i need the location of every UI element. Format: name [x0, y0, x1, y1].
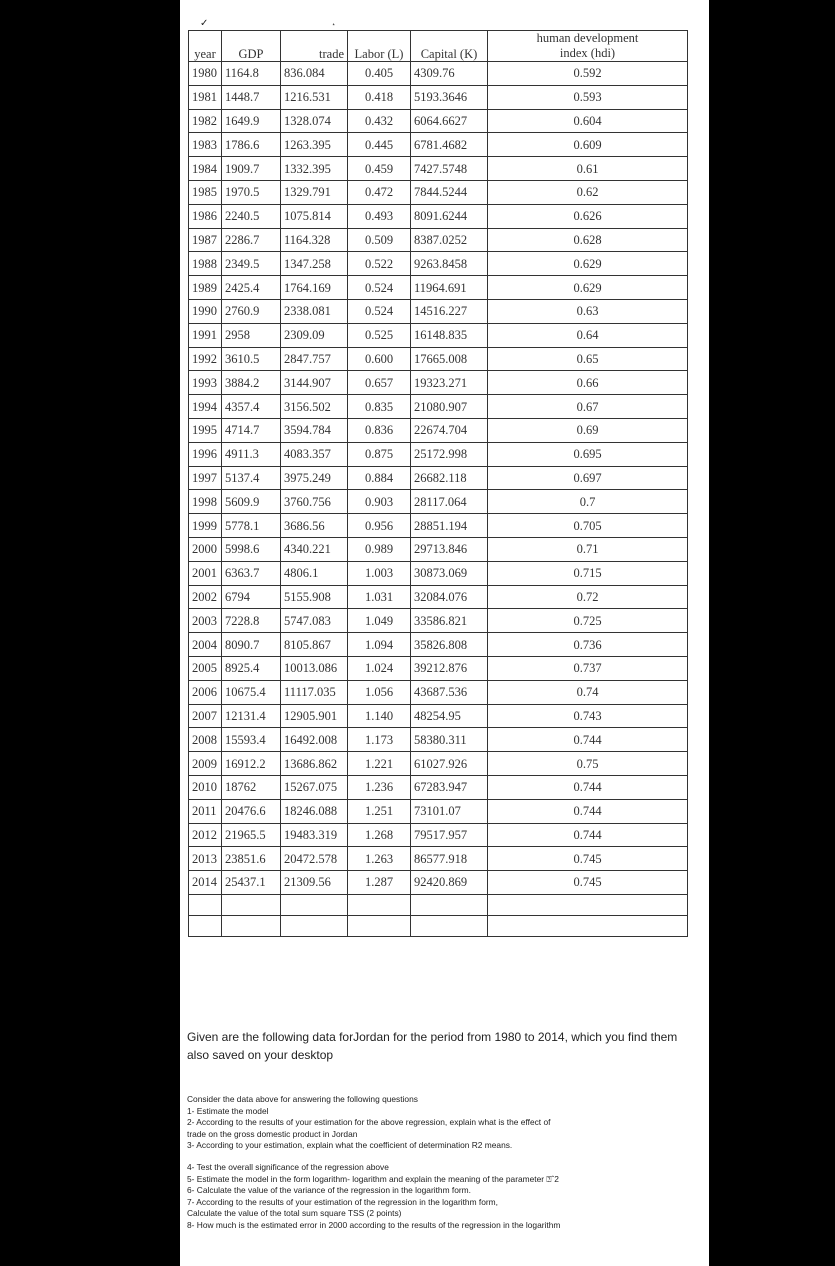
- table-row: [189, 585, 688, 609]
- cell-gdp: 16912.2: [222, 752, 281, 776]
- cell-hdi: 0.628: [488, 228, 688, 252]
- cell-year: 1981: [189, 85, 222, 109]
- cell-gdp: 2760.9: [222, 299, 281, 323]
- cell-year: 2014: [189, 871, 222, 895]
- cell-labor: 1.140: [348, 704, 411, 728]
- question-7b: Calculate the value of the total sum square TSS (2 points): [187, 1208, 402, 1219]
- table-row: [189, 299, 688, 323]
- cell-hdi: 0.74: [488, 680, 688, 704]
- table-row: [189, 347, 688, 371]
- cell-labor: 1.236: [348, 775, 411, 799]
- cell-gdp: 1786.6: [222, 133, 281, 157]
- cell-trade: 5747.083: [281, 609, 348, 633]
- empty-cell: [348, 915, 411, 936]
- cell-labor: 1.056: [348, 680, 411, 704]
- cell-capital: 28851.194: [411, 514, 488, 538]
- cell-capital: 16148.835: [411, 323, 488, 347]
- cell-year: 1987: [189, 228, 222, 252]
- cell-hdi: 0.629: [488, 252, 688, 276]
- cell-capital: 14516.227: [411, 299, 488, 323]
- cell-gdp: 4911.3: [222, 442, 281, 466]
- question-1: 1- Estimate the model: [187, 1105, 269, 1116]
- cell-hdi: 0.75: [488, 752, 688, 776]
- cell-hdi: 0.61: [488, 157, 688, 181]
- cell-year: 1995: [189, 418, 222, 442]
- cell-labor: 0.525: [348, 323, 411, 347]
- empty-cell: [411, 915, 488, 936]
- cell-gdp: 6363.7: [222, 561, 281, 585]
- empty-cell: [488, 915, 688, 936]
- cell-labor: 0.835: [348, 395, 411, 419]
- cell-year: 1989: [189, 276, 222, 300]
- cell-hdi: 0.725: [488, 609, 688, 633]
- cell-gdp: 23851.6: [222, 847, 281, 871]
- table-row: [189, 871, 688, 895]
- cell-capital: 8091.6244: [411, 204, 488, 228]
- cell-trade: 1075.814: [281, 204, 348, 228]
- cell-capital: 39212.876: [411, 656, 488, 680]
- cell-gdp: 5998.6: [222, 537, 281, 561]
- cell-capital: 7844.5244: [411, 180, 488, 204]
- given-text: Given are the following data forJordan for the period from 1980 to 2014, which you find them also saved on your desktop: [187, 1030, 678, 1062]
- cell-capital: 28117.064: [411, 490, 488, 514]
- table-header-row: [189, 31, 688, 62]
- table-row: [189, 775, 688, 799]
- cell-capital: 6064.6627: [411, 109, 488, 133]
- cell-year: 2009: [189, 752, 222, 776]
- cell-year: 1997: [189, 466, 222, 490]
- cell-labor: 1.173: [348, 728, 411, 752]
- cell-hdi: 0.72: [488, 585, 688, 609]
- cell-hdi: 0.695: [488, 442, 688, 466]
- cell-labor: 0.418: [348, 85, 411, 109]
- cell-gdp: 6794: [222, 585, 281, 609]
- cell-labor: 1.268: [348, 823, 411, 847]
- table-row: [189, 466, 688, 490]
- cell-capital: 61027.926: [411, 752, 488, 776]
- cell-hdi: 0.626: [488, 204, 688, 228]
- cell-trade: 2309.09: [281, 323, 348, 347]
- cell-trade: 4806.1: [281, 561, 348, 585]
- cell-gdp: 1649.9: [222, 109, 281, 133]
- cell-capital: 11964.691: [411, 276, 488, 300]
- header-year: year: [189, 31, 222, 62]
- cell-trade: 1332.395: [281, 157, 348, 181]
- cell-hdi: 0.743: [488, 704, 688, 728]
- cell-labor: 1.251: [348, 799, 411, 823]
- cell-year: 2003: [189, 609, 222, 633]
- empty-cell: [488, 894, 688, 915]
- cell-labor: 0.524: [348, 299, 411, 323]
- cell-labor: 1.094: [348, 633, 411, 657]
- cell-trade: 1347.258: [281, 252, 348, 276]
- cell-hdi: 0.64: [488, 323, 688, 347]
- cell-capital: 5193.3646: [411, 85, 488, 109]
- empty-cell: [222, 894, 281, 915]
- cell-labor: 0.657: [348, 371, 411, 395]
- cell-trade: 2338.081: [281, 299, 348, 323]
- cell-capital: 7427.5748: [411, 157, 488, 181]
- cell-gdp: 15593.4: [222, 728, 281, 752]
- cell-trade: 18246.088: [281, 799, 348, 823]
- table-row: [189, 847, 688, 871]
- cell-trade: 12905.901: [281, 704, 348, 728]
- table-row: [189, 252, 688, 276]
- cell-hdi: 0.66: [488, 371, 688, 395]
- cell-capital: 4309.76: [411, 62, 488, 86]
- cell-hdi: 0.744: [488, 823, 688, 847]
- cell-capital: 17665.008: [411, 347, 488, 371]
- cell-year: 2012: [189, 823, 222, 847]
- empty-cell: [281, 915, 348, 936]
- jordan-data-table: [188, 30, 688, 937]
- cell-year: 1991: [189, 323, 222, 347]
- cell-labor: 0.836: [348, 418, 411, 442]
- cell-capital: 8387.0252: [411, 228, 488, 252]
- cell-capital: 92420.869: [411, 871, 488, 895]
- cell-hdi: 0.744: [488, 728, 688, 752]
- table-row: [189, 728, 688, 752]
- cell-trade: 20472.578: [281, 847, 348, 871]
- cell-capital: 6781.4682: [411, 133, 488, 157]
- cell-year: 2002: [189, 585, 222, 609]
- cell-capital: 48254.95: [411, 704, 488, 728]
- header-capital: Capital (K): [411, 31, 488, 62]
- cell-gdp: 4714.7: [222, 418, 281, 442]
- table-row: [189, 561, 688, 585]
- cell-labor: 1.287: [348, 871, 411, 895]
- cell-gdp: 8090.7: [222, 633, 281, 657]
- cell-trade: 2847.757: [281, 347, 348, 371]
- cell-trade: 1329.791: [281, 180, 348, 204]
- cell-gdp: 7228.8: [222, 609, 281, 633]
- cell-year: 1996: [189, 442, 222, 466]
- table-row: [189, 418, 688, 442]
- table-row: [189, 799, 688, 823]
- cell-capital: 9263.8458: [411, 252, 488, 276]
- cell-labor: 1.003: [348, 561, 411, 585]
- cell-year: 2004: [189, 633, 222, 657]
- cell-capital: 32084.076: [411, 585, 488, 609]
- cell-labor: 0.405: [348, 62, 411, 86]
- cell-gdp: 4357.4: [222, 395, 281, 419]
- cell-gdp: 8925.4: [222, 656, 281, 680]
- cell-gdp: 10675.4: [222, 680, 281, 704]
- cell-capital: 19323.271: [411, 371, 488, 395]
- cell-gdp: 1164.8: [222, 62, 281, 86]
- cell-gdp: 5609.9: [222, 490, 281, 514]
- empty-cell: [189, 915, 222, 936]
- cell-labor: 0.524: [348, 276, 411, 300]
- cell-trade: 5155.908: [281, 585, 348, 609]
- table-row: [189, 704, 688, 728]
- header-hdi-line1: human development: [536, 31, 639, 45]
- cell-labor: 0.472: [348, 180, 411, 204]
- empty-cell: [348, 894, 411, 915]
- table-row: [189, 276, 688, 300]
- cell-hdi: 0.69: [488, 418, 688, 442]
- cell-trade: 836.084: [281, 62, 348, 86]
- cell-labor: 1.031: [348, 585, 411, 609]
- cell-year: 2008: [189, 728, 222, 752]
- header-gdp: GDP: [222, 31, 281, 62]
- table-row: [189, 656, 688, 680]
- cell-trade: 3686.56: [281, 514, 348, 538]
- cell-year: 2013: [189, 847, 222, 871]
- cell-labor: 1.263: [348, 847, 411, 871]
- cell-trade: 1764.169: [281, 276, 348, 300]
- cell-year: 1990: [189, 299, 222, 323]
- cell-capital: 35826.808: [411, 633, 488, 657]
- question-6: 6- Calculate the value of the variance of the regression in the logarithm form.: [187, 1185, 471, 1196]
- cell-year: 2000: [189, 537, 222, 561]
- header-hdi-line2: index (hdi): [559, 46, 616, 60]
- cell-hdi: 0.715: [488, 561, 688, 585]
- cell-year: 2005: [189, 656, 222, 680]
- cell-gdp: 21965.5: [222, 823, 281, 847]
- cell-gdp: 3884.2: [222, 371, 281, 395]
- cell-capital: 58380.311: [411, 728, 488, 752]
- table-row: [189, 157, 688, 181]
- cell-capital: 22674.704: [411, 418, 488, 442]
- cell-capital: 30873.069: [411, 561, 488, 585]
- cell-gdp: 5778.1: [222, 514, 281, 538]
- cell-year: 1985: [189, 180, 222, 204]
- table-row: [189, 633, 688, 657]
- cell-hdi: 0.744: [488, 775, 688, 799]
- cell-labor: 0.884: [348, 466, 411, 490]
- cell-gdp: 5137.4: [222, 466, 281, 490]
- table-body: [189, 62, 688, 937]
- empty-cell: [281, 894, 348, 915]
- cell-trade: 11117.035: [281, 680, 348, 704]
- cell-labor: 0.522: [348, 252, 411, 276]
- cell-trade: 1328.074: [281, 109, 348, 133]
- cell-hdi: 0.629: [488, 276, 688, 300]
- cell-trade: 1164.328: [281, 228, 348, 252]
- table-row: [189, 514, 688, 538]
- cell-hdi: 0.737: [488, 656, 688, 680]
- cell-gdp: 25437.1: [222, 871, 281, 895]
- cell-gdp: 2958: [222, 323, 281, 347]
- cell-hdi: 0.63: [488, 299, 688, 323]
- cell-year: 2007: [189, 704, 222, 728]
- cell-hdi: 0.609: [488, 133, 688, 157]
- question-3: 3- According to your estimation, explain what the coefficient of determination R2 means.: [187, 1140, 513, 1151]
- cell-hdi: 0.745: [488, 847, 688, 871]
- cell-labor: 0.903: [348, 490, 411, 514]
- cell-gdp: 2240.5: [222, 204, 281, 228]
- cell-year: 2001: [189, 561, 222, 585]
- cell-trade: 16492.008: [281, 728, 348, 752]
- cell-capital: 33586.821: [411, 609, 488, 633]
- cell-hdi: 0.62: [488, 180, 688, 204]
- table-row: [189, 823, 688, 847]
- header-hdi: [488, 31, 688, 62]
- cell-labor: 0.445: [348, 133, 411, 157]
- cell-labor: 0.493: [348, 204, 411, 228]
- cell-hdi: 0.604: [488, 109, 688, 133]
- cell-hdi: 0.705: [488, 514, 688, 538]
- cell-labor: 0.956: [348, 514, 411, 538]
- question-7a: 7- According to the results of your estimation of the regression in the logarithm form,: [187, 1196, 498, 1207]
- table-row: [189, 85, 688, 109]
- question-4: 4- Test the overall significance of the regression above: [187, 1161, 389, 1172]
- cell-capital: 67283.947: [411, 775, 488, 799]
- cell-hdi: 0.745: [488, 871, 688, 895]
- table-row: [189, 395, 688, 419]
- table-row: [189, 323, 688, 347]
- cell-labor: 0.875: [348, 442, 411, 466]
- header-labor: Labor (L): [348, 31, 411, 62]
- document-page: [180, 0, 709, 1266]
- cell-hdi: 0.736: [488, 633, 688, 657]
- cell-capital: 21080.907: [411, 395, 488, 419]
- cell-hdi: 0.71: [488, 537, 688, 561]
- cell-trade: 4340.221: [281, 537, 348, 561]
- table-row: [189, 371, 688, 395]
- cell-hdi: 0.697: [488, 466, 688, 490]
- cell-labor: 0.600: [348, 347, 411, 371]
- cell-capital: 29713.846: [411, 537, 488, 561]
- cell-capital: 79517.957: [411, 823, 488, 847]
- pen-mark: ˔: [332, 18, 336, 29]
- cell-labor: 1.221: [348, 752, 411, 776]
- empty-cell: [222, 915, 281, 936]
- cell-trade: 3760.756: [281, 490, 348, 514]
- cell-gdp: 12131.4: [222, 704, 281, 728]
- cell-year: 1982: [189, 109, 222, 133]
- cell-gdp: 3610.5: [222, 347, 281, 371]
- question-5: 5- Estimate the model in the form logarithm- logarithm and explain the meaning of the parameter ⍰ˆ2: [187, 1173, 559, 1184]
- cell-trade: 10013.086: [281, 656, 348, 680]
- cell-year: 2010: [189, 775, 222, 799]
- cell-gdp: 2286.7: [222, 228, 281, 252]
- cell-year: 1980: [189, 62, 222, 86]
- table-row: [189, 204, 688, 228]
- table-row: [189, 490, 688, 514]
- cell-gdp: 2349.5: [222, 252, 281, 276]
- cell-capital: 26682.118: [411, 466, 488, 490]
- cell-trade: 1216.531: [281, 85, 348, 109]
- cell-labor: 0.509: [348, 228, 411, 252]
- question-2b: trade on the gross domestic product in Jordan: [187, 1128, 358, 1139]
- cell-year: 2011: [189, 799, 222, 823]
- cell-hdi: 0.7: [488, 490, 688, 514]
- question-2a: 2- According to the results of your estimation for the above regression, explain what is the effect of: [187, 1117, 551, 1128]
- cell-labor: 1.049: [348, 609, 411, 633]
- empty-cell: [189, 894, 222, 915]
- cell-trade: 15267.075: [281, 775, 348, 799]
- cell-capital: 73101.07: [411, 799, 488, 823]
- cell-year: 1983: [189, 133, 222, 157]
- question-8: 8- How much is the estimated error in 2000 according to the results of the regression in the logarithm: [187, 1219, 561, 1230]
- cell-trade: 19483.319: [281, 823, 348, 847]
- cell-year: 2006: [189, 680, 222, 704]
- cell-hdi: 0.67: [488, 395, 688, 419]
- cell-gdp: 1909.7: [222, 157, 281, 181]
- table-row: [189, 180, 688, 204]
- questions-intro: Consider the data above for answering the following questions: [187, 1094, 418, 1104]
- cell-hdi: 0.65: [488, 347, 688, 371]
- cell-gdp: 20476.6: [222, 799, 281, 823]
- cell-gdp: 18762: [222, 775, 281, 799]
- cell-year: 1986: [189, 204, 222, 228]
- table-row: [189, 133, 688, 157]
- cell-hdi: 0.744: [488, 799, 688, 823]
- table-row: [189, 537, 688, 561]
- cell-year: 1999: [189, 514, 222, 538]
- questions-block: [187, 1094, 697, 1232]
- empty-cell: [411, 894, 488, 915]
- cell-trade: 1263.395: [281, 133, 348, 157]
- cell-labor: 1.024: [348, 656, 411, 680]
- table-row: [189, 109, 688, 133]
- cell-year: 1998: [189, 490, 222, 514]
- cell-year: 1984: [189, 157, 222, 181]
- table-row: [189, 62, 688, 86]
- cell-trade: 3594.784: [281, 418, 348, 442]
- cell-gdp: 2425.4: [222, 276, 281, 300]
- cell-labor: 0.432: [348, 109, 411, 133]
- cell-trade: 4083.357: [281, 442, 348, 466]
- cell-year: 1993: [189, 371, 222, 395]
- cell-labor: 0.989: [348, 537, 411, 561]
- table-row: [189, 442, 688, 466]
- table-row: [189, 609, 688, 633]
- cell-hdi: 0.592: [488, 62, 688, 86]
- cell-trade: 3975.249: [281, 466, 348, 490]
- cell-year: 1992: [189, 347, 222, 371]
- table-row: [189, 680, 688, 704]
- cell-gdp: 1970.5: [222, 180, 281, 204]
- cell-trade: 8105.867: [281, 633, 348, 657]
- cell-hdi: 0.593: [488, 85, 688, 109]
- table-row: [189, 752, 688, 776]
- cell-trade: 3156.502: [281, 395, 348, 419]
- cell-trade: 3144.907: [281, 371, 348, 395]
- cell-trade: 21309.56: [281, 871, 348, 895]
- cell-capital: 25172.998: [411, 442, 488, 466]
- table-row: [189, 228, 688, 252]
- cell-gdp: 1448.7: [222, 85, 281, 109]
- empty-row: [189, 915, 688, 936]
- pen-mark: ✓: [200, 18, 209, 29]
- cell-trade: 13686.862: [281, 752, 348, 776]
- cell-labor: 0.459: [348, 157, 411, 181]
- cell-year: 1988: [189, 252, 222, 276]
- empty-row: [189, 894, 688, 915]
- cell-capital: 43687.536: [411, 680, 488, 704]
- header-trade: trade: [281, 31, 348, 62]
- cell-capital: 86577.918: [411, 847, 488, 871]
- cell-year: 1994: [189, 395, 222, 419]
